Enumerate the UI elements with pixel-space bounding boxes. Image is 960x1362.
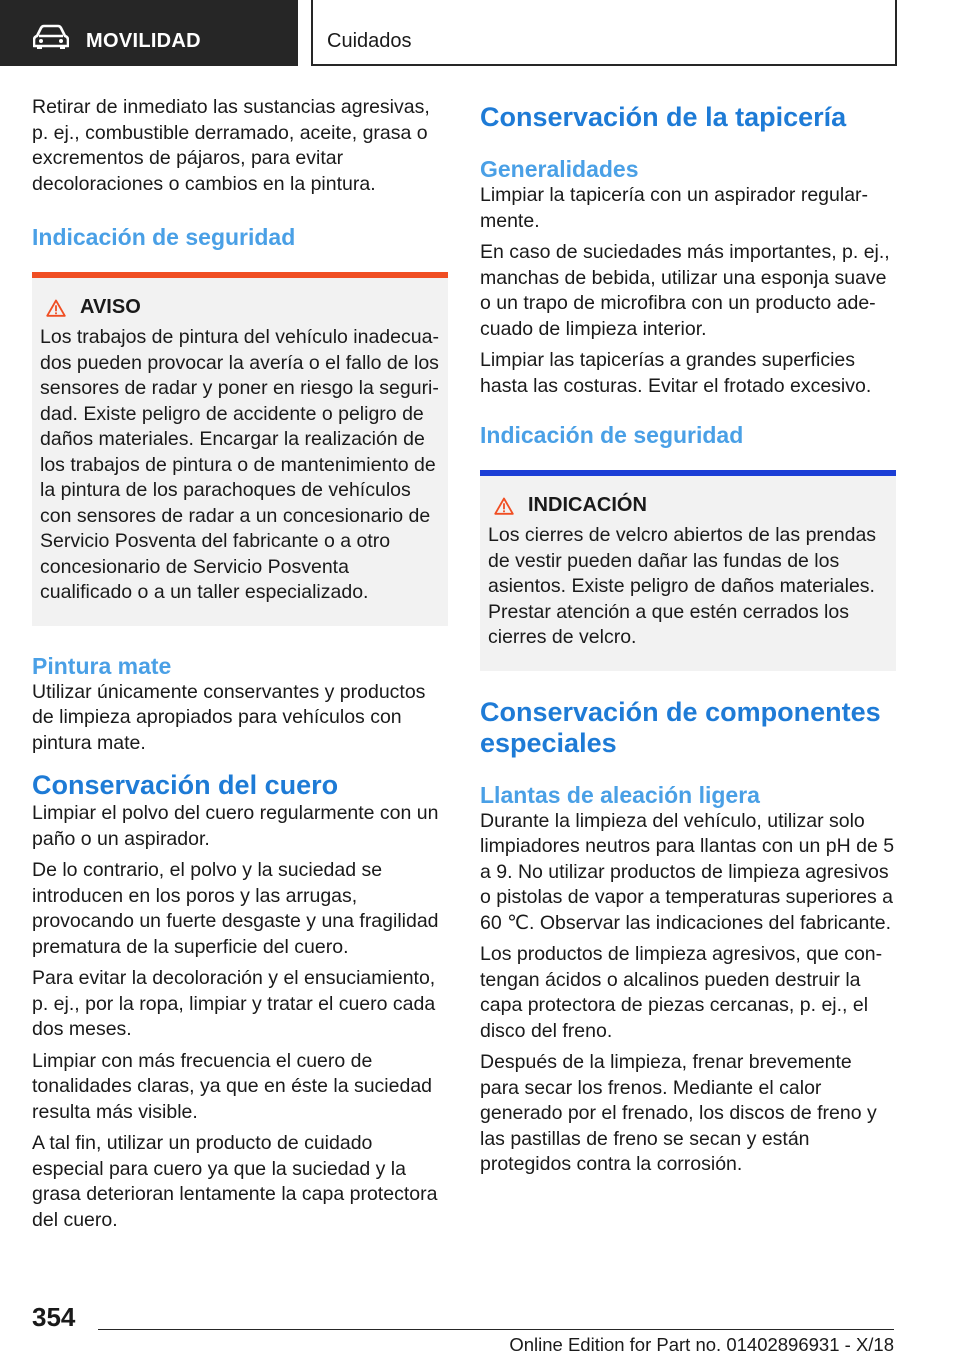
- safety-heading-left: Indicación de seguridad: [32, 224, 296, 250]
- leather-paragraph: De lo contrario, el polvo y la suciedad se introducen en los poros y las arrugas, provocando un fuerte desgaste y una fragilidad prematura de la superficie del cuero.: [32, 859, 439, 958]
- warning-text: Los trabajos de pintura del vehículo inadecuados pueden provocar la avería o el fallo de los sensores de radar y poner en riesgo la seguridad. Existe peligro de accidente o peligro de daños materiales. Encargar la realización de los trabajos de pintura o de mantenimiento de la pintura de los parachoques de vehículos con sensores de radar a un concesionario de Servicio Posventa del fabricante o a otro concesionario de Servicio Posventa cualificado o a un taller especializado.: [40, 326, 439, 603]
- left-column: [32, 95, 448, 1239]
- general-heading: Generalidades: [480, 156, 639, 182]
- footer-divider: [98, 1329, 894, 1330]
- warning-title: AVISO: [80, 296, 141, 318]
- leather-paragraph: Limpiar con más frecuencia el cuero de tonalidades claras, ya que en éste la suciedad resulta más visible.: [32, 1049, 433, 1123]
- notice-triangle-icon: [494, 497, 514, 515]
- upholstery-heading: Conservación de la tapicería: [480, 102, 847, 132]
- intro-paragraph: Retirar de inmediato las sustancias agresivas, p. ej., combustible derramado, aceite, grasa o excrementos de pájaros, para evitar decoloraciones o cambios en la pintura.: [32, 96, 430, 195]
- leather-paragraph: Limpiar el polvo del cuero regularmente con un paño o un aspirador.: [32, 802, 439, 850]
- warning-triangle-icon: [46, 299, 66, 317]
- chapter-label: Cuidados: [327, 30, 412, 52]
- page-header: [0, 0, 960, 66]
- alloy-paragraph: Durante la limpieza del vehículo, utilizar solo limpiadores neutros para llantas con un pH de 5 a 9. No utilizar productos de limpieza agresivos o pistolas de vapor a temperaturas superiores a 60 ℃. Observar las indicaciones del fabricante.: [480, 809, 895, 934]
- general-paragraph: Limpiar la tapicería con un aspirador regularmente.: [480, 184, 869, 232]
- notice-box: [480, 470, 896, 671]
- warning-box: [32, 272, 448, 626]
- alloy-heading: Llantas de aleación ligera: [480, 781, 760, 808]
- general-paragraph: Limpiar las tapicerías a grandes superficies hasta las costuras. Evitar el frotado excesivo.: [480, 349, 872, 397]
- section-label: MOVILIDAD: [86, 30, 201, 52]
- leather-paragraph: Para evitar la decoloración y el ensuciamiento, p. ej., por la ropa, limpiar y tratar el cuero cada dos meses.: [32, 967, 436, 1040]
- leather-paragraph: A tal fin, utilizar un producto de cuidado especial para cuero ya que la suciedad y la grasa deterioran lentamente la capa protectora del cuero.: [32, 1132, 438, 1231]
- alloy-paragraph: Los productos de limpieza agresivos, que contengan ácidos o alcalinos pueden destruir la capa protectora de piezas cercanas, p. ej., el disco del freno.: [480, 943, 883, 1042]
- edition-text: Online Edition for Part no. 01402896931 - X/18: [509, 1334, 894, 1355]
- car-icon: [33, 24, 69, 50]
- section-tab: [0, 0, 298, 66]
- chapter-tab: [311, 0, 897, 66]
- matte-heading: Pintura mate: [32, 652, 172, 679]
- safety-heading-right: Indicación de seguridad: [480, 422, 744, 448]
- leather-heading: Conservación del cuero: [32, 770, 339, 800]
- page-number: 354: [32, 1302, 76, 1332]
- general-paragraph: En caso de suciedades más importantes, p. ej., manchas de bebida, utilizar una esponja suave o un trapo de microfibra con un producto adecuado de limpieza interior.: [480, 241, 890, 340]
- notice-text: Los cierres de velcro abiertos de las prendas de vestir pueden dañar las fundas de los asientos. Existe peligro de daños materiales. Prestar atención a que estén cerrados los cierres de velcro.: [488, 524, 877, 648]
- alloy-paragraph: Después de la limpieza, frenar brevemente para secar los frenos. Mediante el calor generado por el frenado, los discos de freno y las pastillas de freno se secan y están protegidos contra la corrosión.: [480, 1051, 877, 1175]
- matte-text: Utilizar únicamente conservantes y productos de limpieza apropiados para vehículos con pintura mate.: [32, 680, 426, 754]
- special-heading: Conservación de componentes especiales: [480, 696, 881, 758]
- notice-title: INDICACIÓN: [528, 494, 647, 516]
- right-column: [480, 95, 896, 1184]
